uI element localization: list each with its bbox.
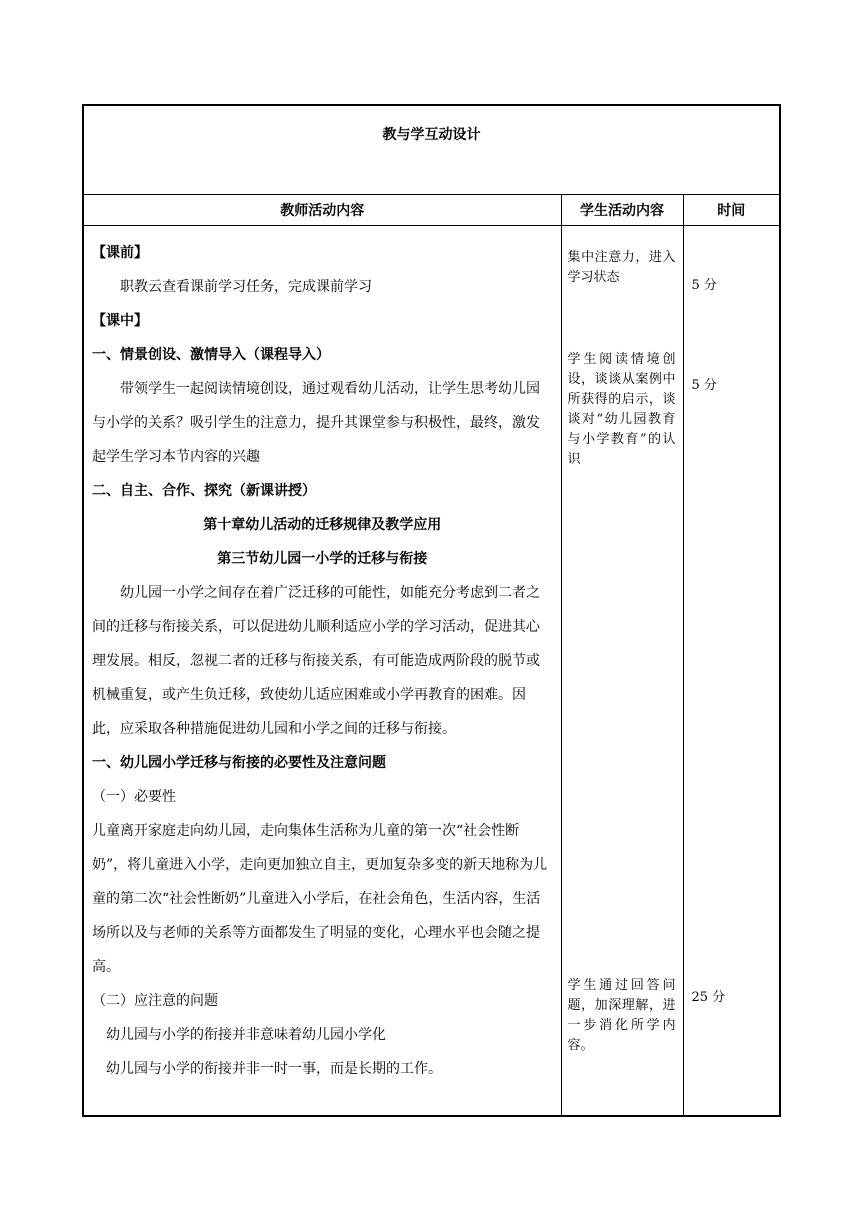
pre-class-text: 职教云查看课前学习任务，完成课前学习 (120, 279, 372, 295)
header-student: 学生活动内容 (561, 195, 683, 226)
teacher-activity-cell (83, 226, 561, 1116)
time-2: 5 分 (691, 378, 717, 393)
section-title: 第三节幼儿园一小学的迁移与衔接 (217, 551, 428, 567)
student-activity-cell (561, 226, 683, 1116)
student-activity-1: 集中注意力，进入学习状态 (567, 250, 676, 285)
time-cell (683, 226, 780, 1116)
chapter-title: 第十章幼儿活动的迁移规律及教学应用 (203, 517, 442, 533)
necessity-heading: （一）必要性 (92, 789, 176, 805)
necessity-text: 儿童离开家庭走向幼儿园，走向集体生活称为儿童的第一次“社会性断奶”，将儿童进入小学，走向更加独立自主，更加复杂多变的新天地称为儿童的第二次“社会性断奶”儿童进入小学后，在社会角色，生活内容，生活场所以及与老师的关系等方面都发生了明显的变化，心理水平也会随之提高。 (92, 823, 548, 975)
in-class-heading: 【课中】 (92, 313, 148, 329)
intro-text: 幼儿园一小学之间存在着广泛迁移的可能性，如能充分考虑到二者之间的迁移与衔接关系，可以促进幼儿顺利适应小学的学习活动，促进其心理发展。相反，忽视二者的迁移与衔接关系，有可能造成两阶段的脱节或机械重复，或产生负迁移，致使幼儿适应困难或小学再教育的困难。因此，应采取各种措施促进幼儿园和小学之间的迁移与衔接。 (92, 585, 540, 737)
section1-heading: 一、情景创设、激情导入（课程导入） (92, 347, 330, 363)
section2-heading: 二、自主、合作、探究（新课讲授） (92, 483, 316, 499)
interaction-design-table (82, 104, 781, 1117)
section1-text: 带领学生一起阅读情境创设，通过观看幼儿活动，让学生思考幼儿园与小学的关系？吸引学生的注意力，提升其课堂参与积极性，最终，激发起学生学习本节内容的兴趣 (92, 381, 540, 465)
time-3: 25 分 (691, 990, 726, 1005)
header-time: 时间 (683, 195, 780, 226)
issue-item-1: 幼儿园与小学的衔接并非意味着幼儿园小学化 (106, 1027, 386, 1043)
student-activity-2: 学生阅读情境创设，谈谈从案例中所获得的启示，谈谈对“幼儿园教育与小学教育”的认识 (567, 352, 676, 467)
header-teacher: 教师活动内容 (83, 195, 561, 226)
student-activity-3: 学生通过回答问题，加深理解，进一步消化所学内容。 (567, 978, 676, 1053)
table-title: 教与学互动设计 (83, 105, 780, 195)
pre-class-heading: 【课前】 (92, 245, 148, 261)
time-1: 5 分 (691, 278, 717, 293)
part1-heading: 一、幼儿园小学迁移与衔接的必要性及注意问题 (92, 755, 386, 771)
issue-item-2: 幼儿园与小学的衔接并非一时一事，而是长期的工作。 (106, 1061, 442, 1077)
issues-heading: （二）应注意的问题 (92, 993, 218, 1009)
